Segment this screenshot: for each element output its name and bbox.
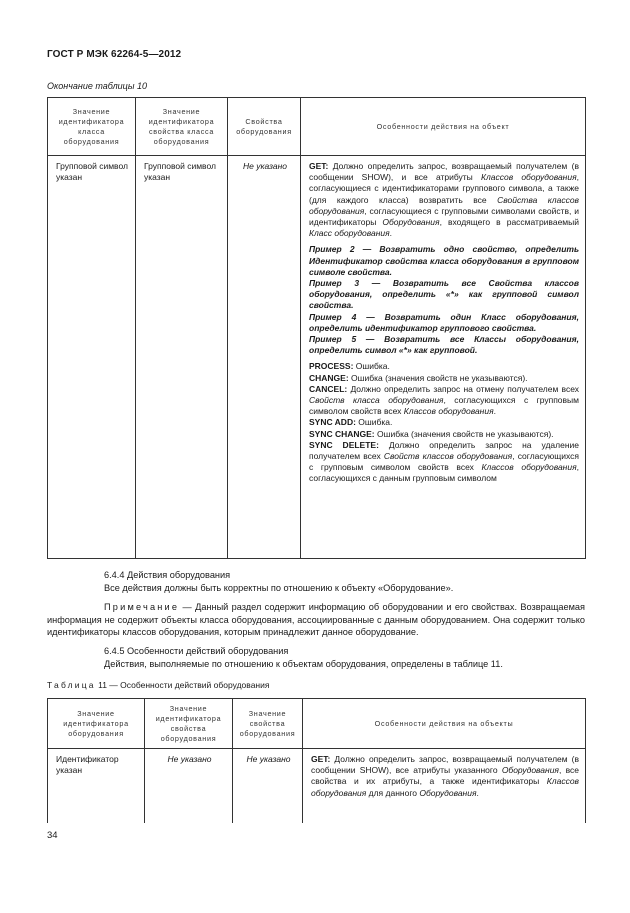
text: Ошибка (значения свойств не указываются).: [348, 372, 528, 383]
text: , все свойства и их атрибуты, а также идентификаторы: [311, 765, 579, 787]
term: Классов оборудования: [311, 776, 579, 798]
term: Классов оборудования: [403, 406, 494, 417]
text: .: [476, 787, 479, 798]
sync-add-label: SYNC ADD:: [309, 417, 356, 428]
text: для данного: [366, 787, 420, 798]
table-11-cell-equipment-id: Идентификатор указан: [48, 749, 145, 823]
table-10-cell-description: [301, 156, 586, 559]
text: Должно определить запрос на удаление получателем всех: [309, 439, 579, 462]
text: , согласующихся с групповым символом свойств всех: [309, 451, 580, 473]
table-11-header-action-features: Особенности действия на объекты: [303, 699, 586, 749]
table-10-cell-class-id: Групповой символ указан: [48, 156, 136, 559]
term: Свойств классов оборудования: [383, 451, 513, 462]
example-3: Пример 3 — Возвратить все Свойства классов оборудования, определить «*» как групповой символ свойства.: [309, 278, 579, 311]
term: Оборудования: [382, 217, 440, 228]
term: Свойств класса оборудования: [309, 395, 444, 406]
table-10-header-action-features: Особенности действия на объект: [301, 98, 586, 156]
get-paragraph: [311, 754, 579, 799]
table-11-cell-property-id: Не указано: [145, 749, 233, 823]
sync-change-paragraph: [309, 429, 579, 440]
section-6-4-5-text: Действия, выполняемые по отношению к объектам оборудования, определены в таблице 11.: [104, 659, 503, 669]
text: Должно определить запрос, возвращаемый получателем (в сообщении SHOW), и все атрибуты: [309, 161, 579, 183]
table-11-header-equipment-id: Значение идентификатора оборудования: [48, 699, 145, 749]
sync-change-label: SYNC CHANGE:: [309, 428, 375, 439]
example-4: Пример 4 — Возвратить один Класс оборудования, определить идентификатор группового свойства.: [309, 311, 579, 333]
table-10-caption: Окончание таблицы 10: [47, 81, 147, 91]
text: .: [493, 406, 496, 417]
text: Ошибка.: [355, 417, 393, 428]
note-text: — Данный раздел содержит информацию об оборудовании и его свойствах. Возвращаемая информация не содержит объекты класса оборудования, ассоциированные с данным оборудованием. Она содержит только идентификаторы классов оборудования, которым принадлежит данное оборудование.: [47, 602, 585, 637]
table-11-caption: [47, 679, 585, 692]
page-number: 34: [47, 830, 58, 841]
table-10-cell-properties: Не указано: [228, 156, 301, 559]
table-10-header-class-property-id: Значение идентификатора свойства класса оборудования: [136, 98, 228, 156]
term: Класс оборудования: [309, 228, 390, 239]
text: .: [389, 228, 393, 239]
note-label: Примечание: [104, 602, 180, 612]
table-10-header-class-id: Значение идентификатора класса оборудования: [48, 98, 136, 156]
term: Свойства классов оборудования: [309, 194, 579, 216]
section-6-4-4-text: Все действия должны быть корректны по отношению к объекту «Оборудование».: [104, 583, 454, 593]
sync-delete-paragraph: [309, 440, 579, 485]
table-11: [47, 698, 586, 823]
text: , согласующиеся с идентификаторами группового символа, а также (для каждого класса) возвратить все: [309, 172, 579, 205]
cancel-paragraph: [309, 384, 579, 418]
document-header: ГОСТ Р МЭК 62264-5—2012: [47, 49, 182, 60]
text: , согласующиеся с групповыми символами свойств, и идентификаторы: [309, 205, 579, 228]
text: Должно определить запрос на отмену получателем всех: [347, 383, 579, 394]
term: Классов оборудования: [481, 462, 577, 473]
table-row: [48, 749, 586, 823]
term: Оборудования: [419, 787, 477, 798]
table-11-caption-text: 11 — Особенности действий оборудования: [98, 680, 270, 690]
table-row: [48, 156, 586, 559]
section-6-4-4-heading: 6.4.4 Действия оборудования: [104, 570, 231, 580]
table-11-header-property-value: Значение свойства оборудования: [233, 699, 303, 749]
table-10-header-properties: Свойства оборудования: [228, 98, 301, 156]
text: Ошибка (значения свойств не указываются).: [374, 428, 554, 439]
change-label: CHANGE:: [309, 372, 349, 383]
term: Классов оборудования: [480, 172, 577, 183]
get-label: GET:: [309, 161, 329, 171]
note-paragraph: [47, 601, 585, 639]
table-11-cell-description: [303, 749, 586, 823]
text: , входящего в рассматриваемый: [439, 217, 579, 228]
sync-add-paragraph: [309, 417, 579, 428]
table-11-cell-property-value: Не указано: [233, 749, 303, 823]
term: Оборудования: [501, 765, 559, 776]
sync-delete-label: SYNC DELETE:: [309, 439, 379, 450]
text: Ошибка.: [353, 361, 390, 372]
example-5: Пример 5 — Возвратить все Классы оборудования, определить символ «*» как групповой.: [309, 334, 579, 356]
text: , согласующихся с групповым символом свойств всех: [309, 395, 579, 417]
get-label: GET:: [311, 754, 331, 764]
text: Должно определить запрос, возвращаемый получателем (в сообщении SHOW), все атрибуты указанного: [311, 754, 579, 776]
process-paragraph: [309, 361, 579, 372]
table-10-cell-class-property-id: Групповой символ указан: [136, 156, 228, 559]
table-10: [47, 97, 586, 559]
get-paragraph: [309, 161, 579, 239]
change-paragraph: [309, 373, 579, 384]
table-11-caption-label: Таблица: [47, 680, 96, 690]
text: , согласующихся с данным групповым символом: [309, 462, 579, 484]
cancel-label: CANCEL:: [309, 383, 348, 394]
table-11-header-property-id: Значение идентификатора свойства оборудования: [145, 699, 233, 749]
example-2: Пример 2 — Возвратить одно свойство, определить Идентификатор свойства класса оборудования в групповом символе свойства.: [309, 244, 579, 277]
process-label: PROCESS:: [309, 361, 354, 372]
section-6-4-5-heading: 6.4.5 Особенности действий оборудования: [104, 646, 289, 656]
